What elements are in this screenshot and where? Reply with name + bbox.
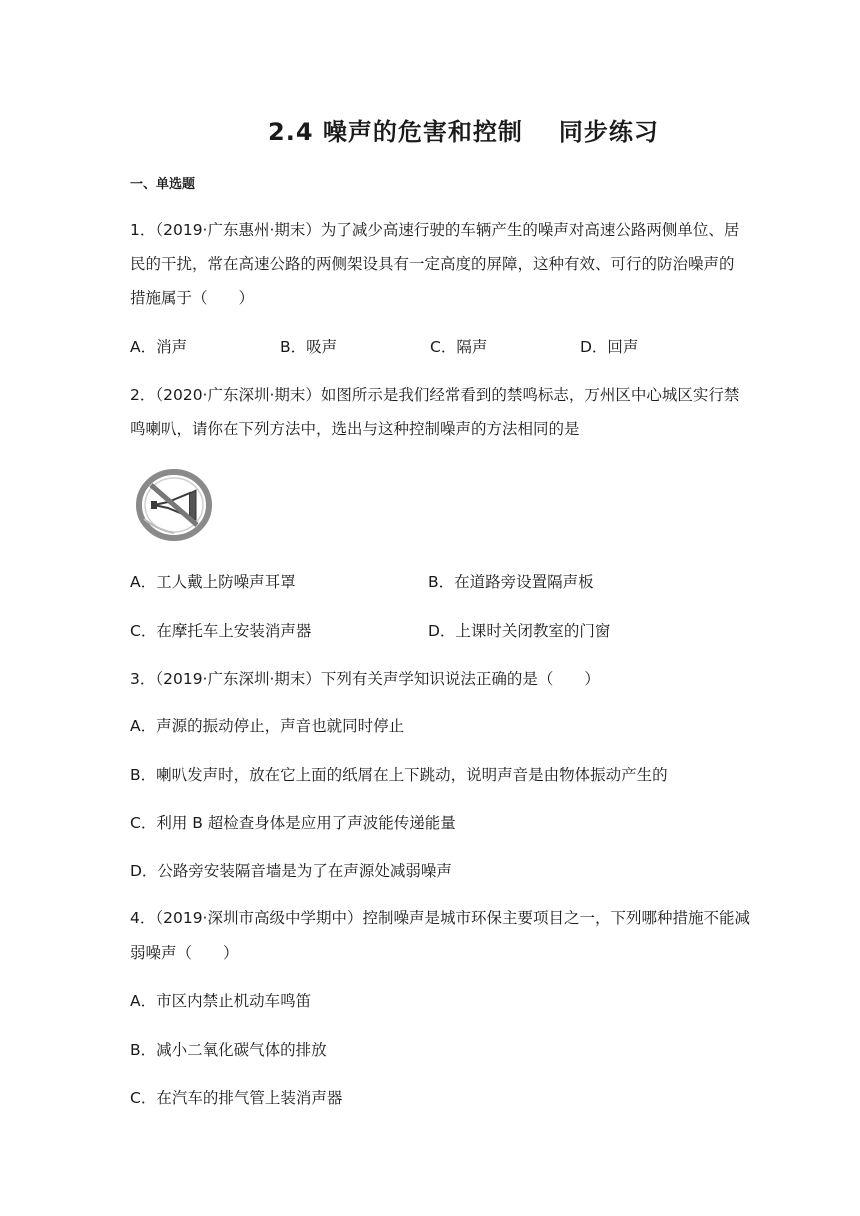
q4-line-1: 4．（2019·深圳市高级中学期中）控制噪声是城市环保主要项目之一，下列哪种措施不能减	[130, 909, 750, 927]
q3-option-c: C．利用 B 超检查身体是应用了声波能传递能量	[130, 814, 456, 832]
q1-line-3: 措施属于（ ）	[130, 289, 255, 307]
q2-option-c: C．在摩托车上安装消声器	[130, 622, 312, 640]
q3-option-a: A．声源的振动停止，声音也就同时停止	[130, 717, 405, 735]
q1-line-2: 民的干扰，常在高速公路的两侧架设具有一定高度的屏障，这种有效、可行的防治噪声的	[130, 255, 735, 273]
q3-option-d: D．公路旁安装隔音墙是为了在声源处减弱噪声	[130, 862, 452, 880]
section-heading: 一、单选题	[130, 177, 196, 192]
q4-line-2: 弱噪声（ ）	[130, 944, 239, 962]
q1-option-b: B．吸声	[280, 338, 338, 356]
q3-option-b: B．喇叭发声时，放在它上面的纸屑在上下跳动，说明声音是由物体振动产生的	[130, 766, 668, 784]
q1-option-d: D．回声	[580, 338, 639, 356]
q4-option-c: C．在汽车的排气管上装消声器	[130, 1089, 343, 1107]
title-sub: 同步练习	[558, 118, 659, 146]
q2-option-b: B．在道路旁设置隔声板	[428, 573, 594, 591]
no-horn-sign-icon	[134, 467, 214, 543]
q2-line-1: 2．（2020·广东深圳·期末）如图所示是我们经常看到的禁鸣标志，万州区中心城区实行禁	[130, 386, 740, 404]
q2-option-d: D．上课时关闭教室的门窗	[428, 622, 611, 640]
q1-line-1: 1．（2019·广东惠州·期末）为了减少高速行驶的车辆产生的噪声对高速公路两侧单位、居	[130, 221, 740, 239]
q4-option-b: B．减小二氧化碳气体的排放	[130, 1041, 327, 1059]
q1-option-c: C．隔声	[430, 338, 488, 356]
title-main: 2.4 噪声的危害和控制	[268, 118, 523, 146]
q2-line-2: 鸣喇叭，请你在下列方法中，选出与这种控制噪声的方法相同的是	[130, 420, 580, 438]
page-title	[268, 112, 659, 147]
q4-option-a: A．市区内禁止机动车鸣笛	[130, 992, 312, 1010]
q2-option-a: A．工人戴上防噪声耳罩	[130, 573, 296, 591]
q1-option-a: A．消声	[130, 338, 188, 356]
q3-line-1: 3．（2019·广东深圳·期末）下列有关声学知识说法正确的是（ ）	[130, 670, 600, 688]
